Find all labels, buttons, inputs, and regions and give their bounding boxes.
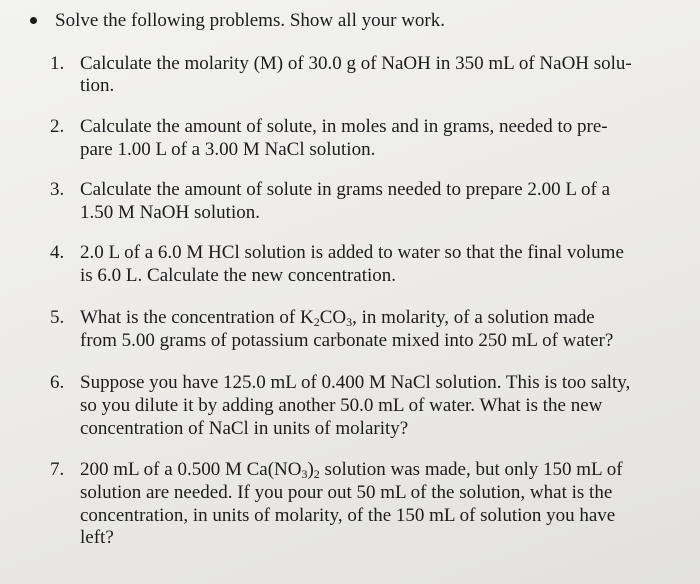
problem-2-line — [80, 116, 608, 138]
problem-3-line — [80, 202, 260, 224]
problem-5-line — [80, 330, 613, 352]
instruction-text: Solve the following problems. Show all your work. — [55, 10, 445, 31]
problem-6-line — [80, 395, 602, 417]
problem-1-line — [80, 75, 114, 97]
text-segment: concentration, in units of molarity, of the 150 mL of solution you have — [80, 505, 616, 526]
item-number: 1. — [50, 53, 65, 74]
text-segment: pare 1.00 L of a 3.00 M NaCl solution. — [80, 139, 376, 160]
text-segment: Calculate the amount of solute, in moles and in grams, needed to pre- — [80, 116, 608, 137]
text-segment: What is the concentration of K — [80, 307, 314, 328]
text-segment: solution are needed. If you pour out 50 mL of the solution, what is the — [80, 482, 613, 503]
problem-3-line — [80, 179, 610, 201]
problem-1-line — [80, 53, 632, 75]
text-segment: Suppose you have 125.0 mL of 0.400 M NaCl solution. This is too salty, — [80, 372, 631, 393]
problem-7-line — [80, 505, 615, 527]
text-segment: ) — [307, 459, 314, 480]
problem-6-line — [80, 372, 630, 394]
text-segment: Calculate the molarity (M) of 30.0 g of NaOH in 350 mL of NaOH solu- — [80, 53, 632, 74]
problem-7-line — [80, 527, 114, 549]
item-number: 4. — [50, 242, 65, 263]
subscript: 3 — [346, 315, 353, 329]
problem-4-line — [80, 265, 396, 287]
problem-4-line — [80, 242, 624, 264]
text-segment: solution was made, but only 150 mL of — [319, 459, 623, 480]
text-segment: 1.50 M NaOH solution. — [80, 202, 260, 223]
text-segment: concentration of NaCl in units of molarity? — [80, 418, 409, 439]
item-number: 6. — [50, 372, 65, 393]
problem-7-line — [80, 459, 623, 481]
text-segment: left? — [80, 527, 114, 548]
subscript: 2 — [313, 467, 320, 481]
text-segment: from 5.00 grams of potassium carbonate mixed into 250 mL of water? — [80, 330, 614, 351]
text-segment: 200 mL of a 0.500 M Ca(NO — [80, 459, 302, 480]
bullet-icon — [30, 17, 37, 24]
problem-2-line — [80, 139, 375, 161]
text-segment: 2.0 L of a 6.0 M HCl solution is added to water so that the final volume — [80, 242, 624, 263]
text-segment: is 6.0 L. Calculate the new concentration. — [80, 265, 397, 286]
problem-6-line — [80, 418, 408, 440]
item-number: 5. — [50, 307, 65, 328]
item-number: 3. — [50, 179, 65, 200]
problem-7-line — [80, 482, 612, 504]
item-number: 2. — [50, 116, 65, 137]
text-segment: CO — [319, 307, 347, 328]
subscript: 3 — [301, 467, 308, 481]
text-segment: tion. — [80, 75, 115, 96]
problem-5-line — [80, 307, 595, 329]
item-number: 7. — [50, 459, 65, 480]
text-segment: so you dilute it by adding another 50.0 mL of water. What is the new — [80, 395, 603, 416]
text-segment: , in molarity, of a solution made — [352, 307, 595, 328]
subscript: 2 — [313, 315, 320, 329]
text-segment: Calculate the amount of solute in grams needed to prepare 2.00 L of a — [80, 179, 611, 200]
